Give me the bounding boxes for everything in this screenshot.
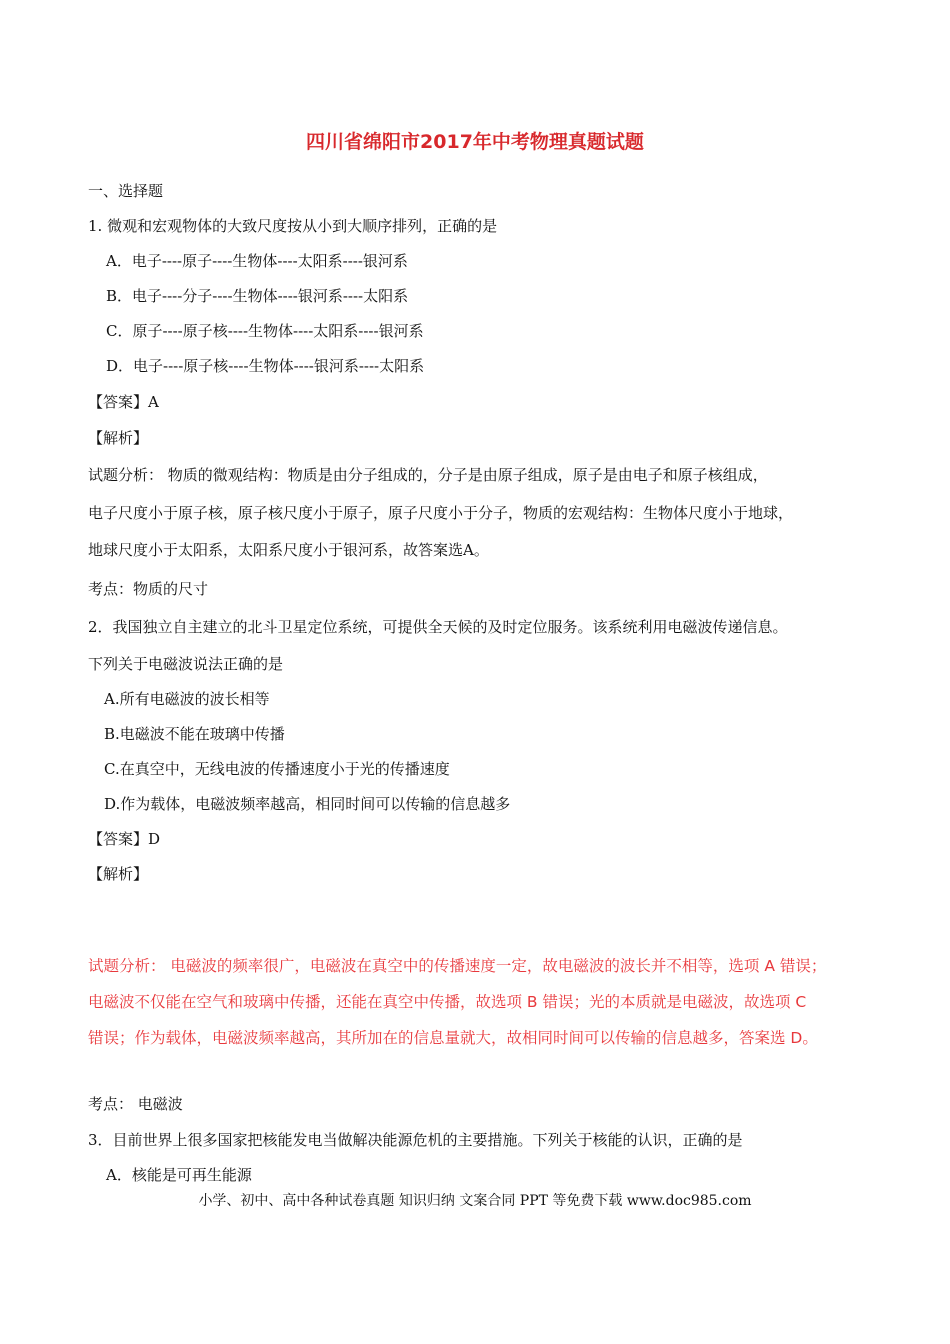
page-footer: 小学、初中、高中各种试卷真题 知识归纳 文案合同 PPT 等免费下载 www.doc985.com bbox=[198, 1193, 752, 1209]
page-title: 四川省绵阳市2017年中考物理真题试题 bbox=[306, 131, 644, 153]
q2-analysis-line-3: 错误；作为载体，电磁波频率越高，其所加在的信息量就大，故相同时间可以传输的信息越多，答案选 D。 bbox=[88, 1029, 818, 1047]
q2-stem-line-2: 下列关于电磁波说法正确的是 bbox=[88, 655, 284, 673]
q1-analysis-line-2: 电子尺度小于原子核，原子核尺度小于原子，原子尺度小于分子，物质的宏观结构：生物体尺度小于地球， bbox=[88, 504, 794, 522]
q1-option-a: A．电子----原子----生物体----太阳系----银河系 bbox=[106, 252, 408, 270]
q2-analysis-label: 【解析】 bbox=[88, 865, 149, 883]
q1-kaodian: 考点：物质的尺寸 bbox=[88, 580, 209, 598]
section-heading: 一、选择题 bbox=[88, 182, 164, 200]
q2-option-d: D.作为载体，电磁波频率越高，相同时间可以传输的信息越多 bbox=[104, 795, 511, 813]
q3-option-a: A．核能是可再生能源 bbox=[106, 1166, 252, 1184]
q2-stem-line-1: 2．我国独立自主建立的北斗卫星定位系统，可提供全天候的及时定位服务。该系统利用电磁波传递信息。 bbox=[88, 618, 788, 636]
q2-analysis-line-1: 试题分析： 电磁波的频率很广，电磁波在真空中的传播速度一定，故电磁波的波长并不相等，选项 A 错误； bbox=[88, 957, 827, 975]
q2-answer: 【答案】D bbox=[88, 830, 161, 848]
q1-analysis-line-1: 试题分析： 物质的微观结构：物质是由分子组成的，分子是由原子组成，原子是由电子和原子核组成， bbox=[88, 466, 768, 484]
q1-answer: 【答案】A bbox=[88, 393, 159, 411]
q2-option-a: A.所有电磁波的波长相等 bbox=[104, 690, 270, 708]
q1-option-d: D．电子----原子核----生物体----银河系----太阳系 bbox=[106, 357, 425, 375]
q1-analysis-line-3: 地球尺度小于太阳系，太阳系尺度小于银河系，故答案选A。 bbox=[88, 541, 489, 559]
q1-analysis-label: 【解析】 bbox=[88, 429, 149, 447]
q2-kaodian: 考点： 电磁波 bbox=[88, 1095, 183, 1113]
q1-option-b: B．电子----分子----生物体----银河系----太阳系 bbox=[106, 287, 409, 305]
q2-analysis-line-2: 电磁波不仅能在空气和玻璃中传播，还能在真空中传播，故选项 B 错误；光的本质就是电磁波，故选项 C bbox=[88, 993, 807, 1011]
q2-option-c: C.在真空中，无线电波的传播速度小于光的传播速度 bbox=[104, 760, 450, 778]
q3-stem: 3．目前世界上很多国家把核能发电当做解决能源危机的主要措施。下列关于核能的认识，正确的是 bbox=[88, 1131, 743, 1149]
q2-option-b: B.电磁波不能在玻璃中传播 bbox=[104, 725, 285, 743]
q1-stem: 1. 微观和宏观物体的大致尺度按从小到大顺序排列，正确的是 bbox=[88, 217, 498, 235]
q1-option-c: C．原子----原子核----生物体----太阳系----银河系 bbox=[106, 322, 424, 340]
